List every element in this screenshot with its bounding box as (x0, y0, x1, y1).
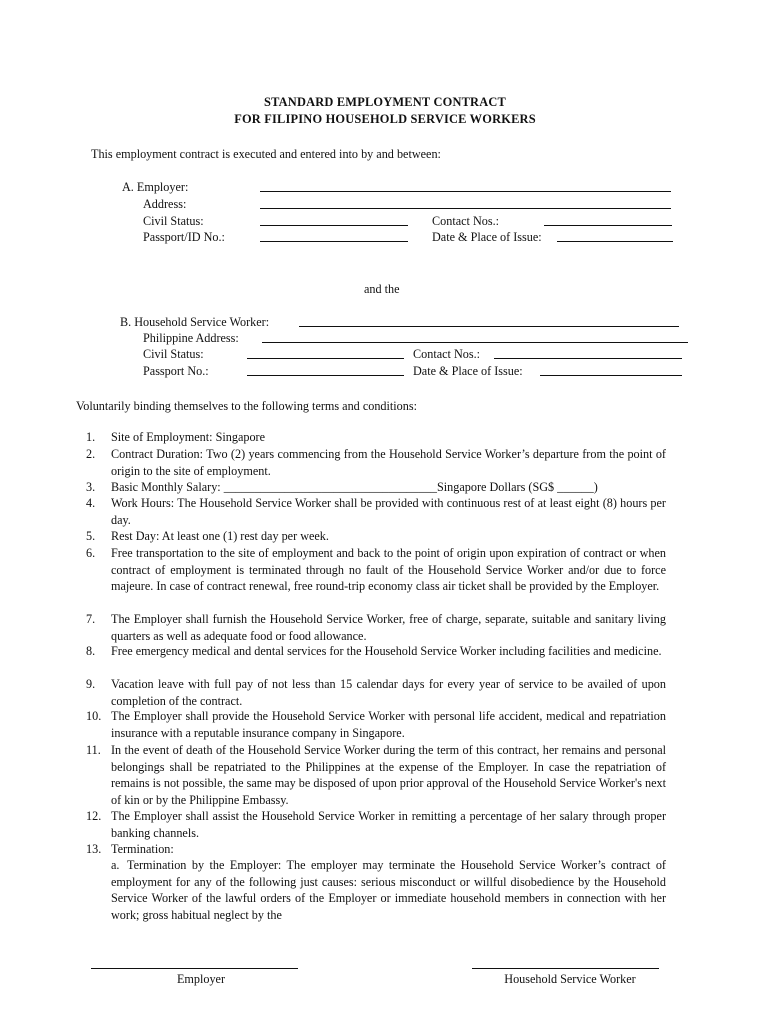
term-number: 4. (86, 496, 96, 510)
employer-passport-label: Passport/ID No.: (143, 230, 225, 244)
binding-text: Voluntarily binding themselves to the following terms and conditions: (76, 399, 417, 413)
term-number: 10. (86, 709, 102, 723)
term-number: 13. (86, 842, 102, 856)
subitem-label: a. (111, 858, 120, 872)
term-number: 9. (86, 677, 96, 691)
worker-passport-label: Passport No.: (143, 364, 209, 378)
intro-text: This employment contract is executed and entered into by and between: (91, 147, 441, 161)
contract-title-line2: FOR FILIPINO HOUSEHOLD SERVICE WORKERS (234, 112, 536, 126)
term-text: Free transportation to the site of employment and back to the point of origin upon expiration of contract or when contract of employment is terminated through no fault of the Household Service Worker and/or due to force majeure. In case of contract renewal, free round-trip economy class air ticket shall be provided by the Employer. (111, 546, 666, 594)
worker-signature-label: Household Service Worker (504, 972, 636, 986)
term-number: 1. (86, 430, 96, 444)
term-number: 8. (86, 644, 96, 658)
term-number: 2. (86, 447, 96, 461)
employer-date-place-label: Date & Place of Issue: (432, 230, 542, 244)
worker-civil-status-field[interactable] (247, 358, 404, 359)
worker-signature-line[interactable] (472, 968, 659, 969)
employer-label: A. Employer: (122, 180, 189, 194)
term-number: 12. (86, 809, 102, 823)
term-text: Site of Employment: Singapore (111, 430, 266, 444)
term-text: Basic Monthly Salary: ___________________________________Singapore Dollars (SG$ ______) (111, 480, 598, 494)
term-text: Work Hours: The Household Service Worker shall be provided with continuous rest of at least eight (8) hours per day. (111, 496, 666, 527)
term-text: Free emergency medical and dental services for the Household Service Worker including facilities and medicine. (111, 644, 662, 658)
worker-date-place-label: Date & Place of Issue: (413, 364, 523, 378)
term-text: The Employer shall provide the Household Service Worker with personal life accident, medical and repatriation insurance with a reputable insurance company in Singapore. (111, 709, 666, 740)
and-the-text: and the (364, 282, 400, 296)
employer-address-field[interactable] (260, 208, 671, 209)
term-number: 5. (86, 529, 96, 543)
employer-civil-status-label: Civil Status: (143, 214, 204, 228)
employer-contact-label: Contact Nos.: (432, 214, 500, 228)
term-number: 7. (86, 612, 96, 626)
worker-contact-field[interactable] (494, 358, 682, 359)
term-text: In the event of death of the Household Service Worker during the term of this contract, her remains and personal belongings shall be repatriated to the Philippines at the expense of the Employer. In case the repatriation of remains is not possible, the same may be disposed of upon prior approval of the Household Service Worker's next of kin or by the Philippine Embassy. (111, 743, 666, 807)
employer-contact-field[interactable] (544, 225, 672, 226)
employer-date-place-field[interactable] (557, 241, 673, 242)
term-text: Contract Duration: Two (2) years commencing from the Household Service Worker’s departure from the point of origin to the site of employment. (111, 447, 666, 478)
term-number: 11. (86, 743, 101, 757)
term-text: The Employer shall assist the Household Service Worker in remitting a percentage of her salary through proper banking channels. (111, 809, 666, 840)
worker-label: B. Household Service Worker: (120, 315, 270, 329)
term-text: The Employer shall furnish the Household Service Worker, free of charge, separate, suitable and sanitary living quarters as well as adequate food or food allowance. (111, 612, 666, 643)
term-number: 3. (86, 480, 96, 494)
worker-ph-address-field[interactable] (262, 342, 688, 343)
employer-passport-field[interactable] (260, 241, 408, 242)
worker-passport-field[interactable] (247, 375, 404, 376)
term-text: Termination: (111, 842, 174, 856)
worker-name-field[interactable] (299, 326, 679, 327)
employer-civil-status-field[interactable] (260, 225, 408, 226)
employer-signature-label: Employer (176, 972, 226, 986)
worker-contact-label: Contact Nos.: (413, 347, 481, 361)
worker-date-place-field[interactable] (540, 375, 682, 376)
subitem-text: Termination by the Employer: The employer may terminate the Household Service Worker’s contract of employment for any of the following just causes: serious misconduct or willful disobedience by the Household Service Worker of the lawful orders of the Employer or immediate household members in connection with her work; gross habitual neglect by the (111, 858, 666, 922)
contract-title-line1: STANDARD EMPLOYMENT CONTRACT (264, 95, 506, 109)
employer-name-field[interactable] (260, 191, 671, 192)
employer-signature-line[interactable] (91, 968, 298, 969)
employer-address-label: Address: (143, 197, 187, 211)
worker-ph-address-label: Philippine Address: (143, 331, 239, 345)
term-text: Rest Day: At least one (1) rest day per week. (111, 529, 329, 543)
term-number: 6. (86, 546, 96, 560)
worker-civil-status-label: Civil Status: (143, 347, 204, 361)
term-text: Vacation leave with full pay of not less than 15 calendar days for every year of service to be availed of upon completion of the contract. (111, 677, 666, 708)
